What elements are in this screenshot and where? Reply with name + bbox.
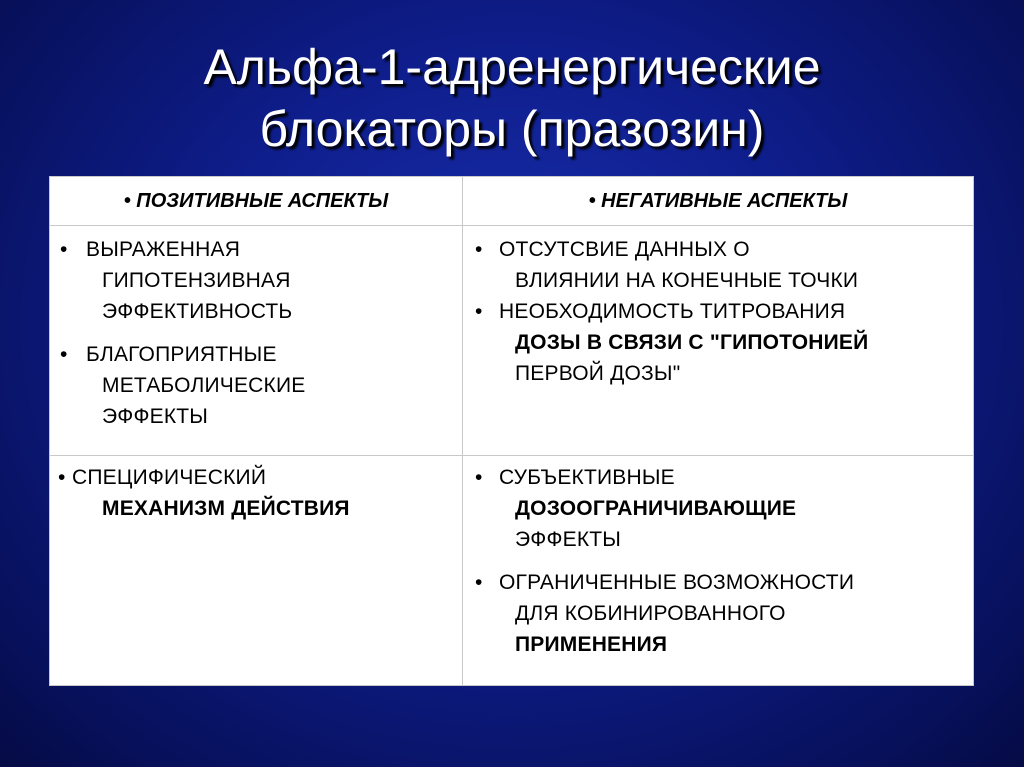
header-negative-aspects: • НЕГАТИВНЫЕ АСПЕКТЫ — [463, 177, 974, 226]
list-item-line: • ОГРАНИЧЕННЫЕ ВОЗМОЖНОСТИ — [499, 571, 855, 594]
list-item-line: ДЛЯ КОБИНИРОВАННОГО — [515, 602, 786, 625]
list-item-line: • СУБЪЕКТИВНЫЕ — [499, 466, 675, 489]
list-item-line: • ОТСУТСВИЕ ДАННЫХ О — [499, 238, 750, 261]
table-header-row — [50, 177, 974, 226]
list-item-line: • ВЫРАЖЕННАЯ — [86, 238, 241, 261]
slide-title-line-1: Альфа-1-адренергические — [203, 39, 821, 95]
list-item-line: ГИПОТЕНЗИВНАЯ — [102, 269, 291, 292]
list-item-line: ЭФФЕКТЫ — [102, 405, 209, 428]
bullet-list — [463, 226, 973, 389]
table-row — [50, 226, 974, 456]
comparison-table — [49, 176, 974, 686]
list-item-line: • СПЕЦИФИЧЕСКИЙ — [72, 466, 267, 489]
list-item-line: ПРИМЕНЕНИЯ — [515, 633, 668, 656]
list-item — [463, 462, 973, 555]
cell-negative-1 — [463, 226, 974, 456]
list-item — [50, 339, 462, 432]
slide-title — [0, 36, 1024, 160]
bullet-list — [50, 456, 462, 524]
list-item-line: МЕХАНИЗМ ДЕЙСТВИЯ — [102, 497, 350, 520]
list-item — [50, 234, 462, 327]
list-item-line: ДОЗООГРАНИЧИВАЮЩИЕ — [515, 497, 797, 520]
list-item-line: • НЕОБХОДИМОСТЬ ТИТРОВАНИЯ — [499, 300, 846, 323]
bullet-list — [50, 226, 462, 432]
table-row — [50, 456, 974, 686]
list-item-line: ВЛИЯНИИ НА КОНЕЧНЫЕ ТОЧКИ — [515, 269, 859, 292]
cell-positive-1 — [50, 226, 463, 456]
list-item-line: • БЛАГОПРИЯТНЫЕ — [86, 343, 277, 366]
list-item — [50, 462, 462, 524]
cell-negative-2 — [463, 456, 974, 686]
list-item — [463, 567, 973, 660]
list-item-line: ЭФФЕКТИВНОСТЬ — [102, 300, 293, 323]
list-item-line: ЭФФЕКТЫ — [515, 528, 622, 551]
list-item-line: МЕТАБОЛИЧЕСКИЕ — [102, 374, 306, 397]
cell-positive-2 — [50, 456, 463, 686]
list-item — [463, 234, 973, 296]
list-item-line: ДОЗЫ В СВЯЗИ С "ГИПОТОНИЕЙ — [515, 331, 869, 354]
list-item — [463, 296, 973, 389]
header-positive-aspects: • ПОЗИТИВНЫЕ АСПЕКТЫ — [50, 177, 463, 226]
bullet-list — [463, 456, 973, 660]
slide-title-line-2: блокаторы (празозин) — [259, 101, 765, 157]
list-item-line: ПЕРВОЙ ДОЗЫ" — [515, 362, 681, 385]
